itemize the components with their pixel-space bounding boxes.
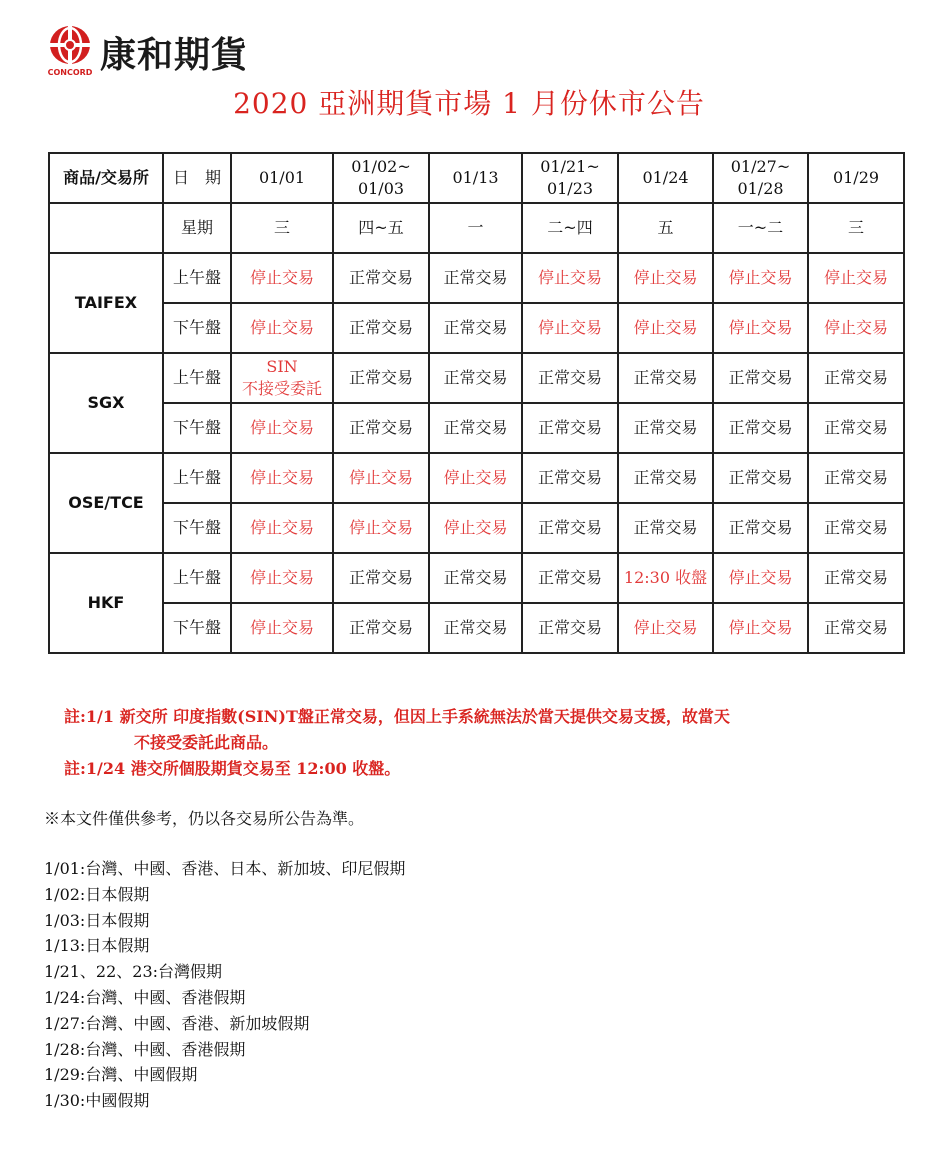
status-cell: 停止交易 [713,253,808,303]
status-cell: 停止交易 [713,553,808,603]
date-line-1: 01/24 [642,168,689,188]
status-cell: 停止交易 [231,453,333,503]
holiday-item: 1/30:中國假期 [44,1091,150,1111]
status-cell: 停止交易 [333,453,429,503]
header-row-weekdays [49,203,904,253]
session-label: 上午盤 [163,253,231,303]
session-row [49,403,904,453]
note-2: 註:1/24 港交所個股期貨交易至 12:00 收盤。 [64,759,401,778]
status-cell: 正常交易 [429,553,522,603]
header-date-label: 日 期 [163,153,231,203]
status-cell: 正常交易 [429,603,522,653]
status-cell: 正常交易 [713,403,808,453]
status-cell: 正常交易 [522,603,618,653]
status-text: SIN [266,357,298,377]
status-cell: 正常交易 [333,403,429,453]
weekday-cell: 三 [231,203,333,253]
status-cell: 停止交易 [231,553,333,603]
status-cell: 正常交易 [429,403,522,453]
status-cell: 正常交易 [522,453,618,503]
weekday-cell: 一~二 [713,203,808,253]
date-line-1: 01/29 [832,168,880,188]
status-cell: 正常交易 [808,503,904,553]
header-row-dates [49,153,904,203]
exchange-name: HKF [49,553,163,653]
company-logo [40,24,280,78]
date-line-1: 01/01 [258,168,306,188]
status-cell: 正常交易 [713,353,808,403]
status-cell: 停止交易 [713,303,808,353]
exchange-name: SGX [49,353,163,453]
weekday-cell: 二~四 [522,203,618,253]
company-sub: CONCORD [47,68,93,77]
session-row [49,253,904,303]
status-cell: 正常交易 [808,403,904,453]
date-line-1: 01/13 [452,168,499,188]
status-cell: 停止交易 [522,303,618,353]
status-cell: 正常交易 [713,453,808,503]
session-label: 下午盤 [163,303,231,353]
weekday-cell: 四~五 [333,203,429,253]
status-cell: 正常交易 [429,253,522,303]
status-cell: 停止交易 [429,503,522,553]
status-cell: 正常交易 [429,303,522,353]
status-cell: 正常交易 [522,403,618,453]
weekday-cell: 一 [429,203,522,253]
date-line-2: 01/23 [546,179,594,198]
session-label: 下午盤 [163,603,231,653]
session-row [49,303,904,353]
status-cell: 停止交易 [618,253,713,303]
holiday-item: 1/03:日本假期 [44,910,150,930]
session-label: 下午盤 [163,503,231,553]
status-cell: 正常交易 [333,253,429,303]
status-cell: 停止交易 [231,303,333,353]
header-date-cell [522,153,618,203]
session-label: 上午盤 [163,353,231,403]
status-cell: 停止交易 [231,603,333,653]
holiday-item: 1/24:台灣、中國、香港假期 [44,987,246,1007]
status-cell: 正常交易 [618,453,713,503]
disclaimer: ※本文件僅供參考，仍以各交易所公告為準。 [44,809,365,828]
status-cell: 停止交易 [333,503,429,553]
note-1-line-1: 註:1/1 新交所 印度指數(SIN)T盤正常交易，但因上手系統無法於當天提供交易支援，故當天 [64,707,730,726]
notes [64,704,904,782]
header-date-cell [618,153,713,203]
session-label: 上午盤 [163,553,231,603]
session-row [49,453,904,503]
weekday-cell: 五 [618,203,713,253]
status-cell: 正常交易 [333,353,429,403]
status-cell: 正常交易 [808,453,904,503]
status-cell: 停止交易 [618,303,713,353]
exchange-name: TAIFEX [49,253,163,353]
closure-table [48,152,905,654]
weekday-cell: 三 [808,203,904,253]
status-cell: 停止交易 [231,503,333,553]
header-empty-cell [49,203,163,253]
status-cell: 正常交易 [618,503,713,553]
status-cell [231,353,333,403]
status-cell: 正常交易 [808,353,904,403]
holiday-item: 1/02:日本假期 [44,884,150,904]
concord-logo-icon [42,24,98,68]
session-row [49,353,904,403]
header-date-cell [333,153,429,203]
page-title: 2020 亞洲期貨市場 1 月份休市公告 [233,87,705,120]
session-row [49,603,904,653]
date-line-2: 01/28 [737,179,784,198]
status-cell: 停止交易 [713,603,808,653]
session-row [49,553,904,603]
header-date-cell [808,153,904,203]
status-cell: 停止交易 [231,253,333,303]
date-line-2: 01/03 [357,179,405,198]
status-cell: 停止交易 [618,603,713,653]
status-cell: 正常交易 [618,403,713,453]
holiday-item: 1/01:台灣、中國、香港、日本、新加坡、印尼假期 [44,859,406,878]
status-cell: 正常交易 [522,353,618,403]
date-line-1: 01/27~ [730,157,791,177]
session-label: 上午盤 [163,453,231,503]
status-cell: 停止交易 [429,453,522,503]
date-line-1: 01/21~ [540,157,600,177]
holiday-item: 1/13:日本假期 [44,936,150,956]
status-cell: 正常交易 [808,553,904,603]
holiday-item: 1/27:台灣、中國、香港、新加坡假期 [44,1013,310,1033]
status-cell: 正常交易 [522,553,618,603]
status-cell: 停止交易 [808,303,904,353]
status-text-2: 不接受委託 [241,379,322,398]
status-cell: 停止交易 [231,403,333,453]
status-cell: 正常交易 [333,303,429,353]
status-cell: 停止交易 [808,253,904,303]
status-cell: 正常交易 [333,553,429,603]
holiday-item: 1/28:台灣、中國、香港假期 [44,1039,246,1059]
status-cell: 正常交易 [429,353,522,403]
status-cell: 12:30 收盤 [618,553,713,603]
header-date-cell [713,153,808,203]
status-cell: 正常交易 [522,503,618,553]
holiday-item: 1/29:台灣、中國假期 [44,1065,198,1085]
date-line-1: 01/02~ [351,157,411,177]
status-cell: 正常交易 [618,353,713,403]
note-1-line-2: 不接受委託此商品。 [134,733,279,752]
session-label: 下午盤 [163,403,231,453]
header-weekday-label: 星期 [163,203,231,253]
status-cell: 停止交易 [522,253,618,303]
holiday-list [44,856,405,1114]
header-product-exchange: 商品/交易所 [49,153,163,203]
status-cell: 正常交易 [333,603,429,653]
header-date-cell [429,153,522,203]
status-cell: 正常交易 [808,603,904,653]
holiday-item: 1/21、22、23:台灣假期 [44,962,223,982]
company-name: 康和期貨 [100,35,249,76]
header-date-cell [231,153,333,203]
session-row [49,503,904,553]
status-cell: 正常交易 [713,503,808,553]
exchange-name: OSE/TCE [49,453,163,553]
